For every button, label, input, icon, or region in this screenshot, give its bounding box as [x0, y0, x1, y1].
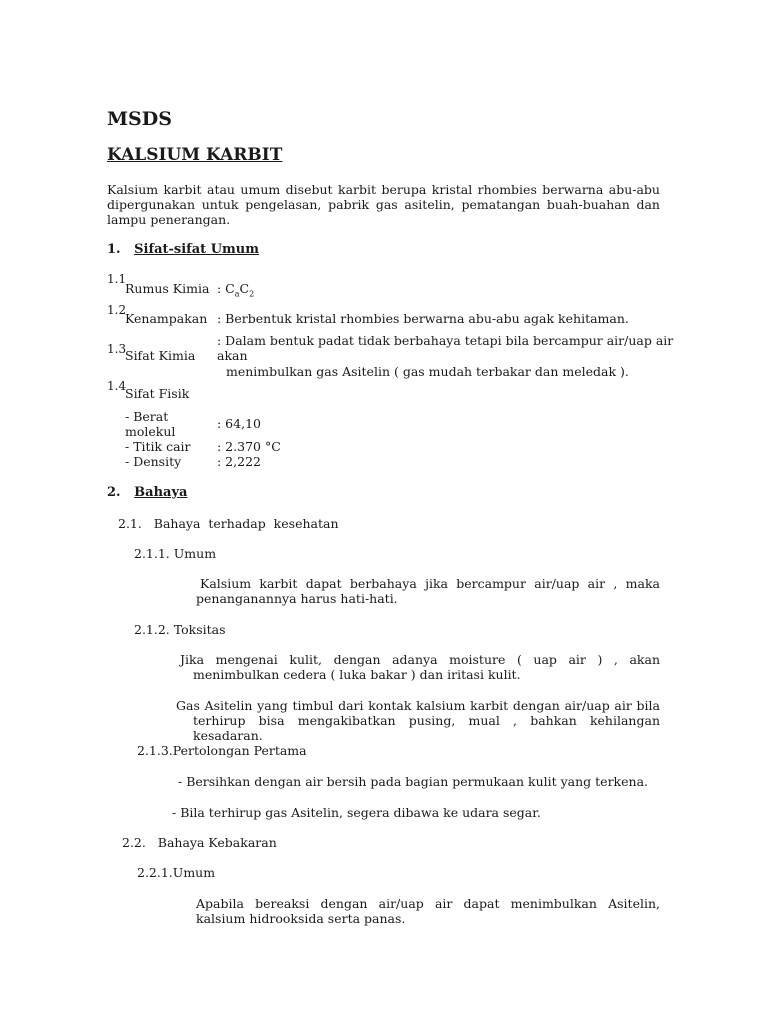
- item-1-2-number: 1.2: [107, 303, 127, 317]
- fisik-density-value: : 2,222: [217, 454, 261, 469]
- toksitas-paragraph-2: Gas Asitelin yang timbul dari kontak kalsium karbit dengan air/uap air bila terhirup bisa mengakibatkan pusing, mual , bahkan kehilangan kesadaran.: [176, 698, 660, 743]
- subsection-2-2-1-text: Apabila bereaksi dengan air/uap air dapat menimbulkan Asitelin, kalsium hidrooksida serta panas.: [196, 896, 660, 926]
- item-1-3-label: Sifat Kimia: [125, 348, 196, 363]
- subsection-2-1-3: 2.1.3.Pertolongan Pertama: [137, 743, 307, 758]
- fisik-berat-label-line1: - Berat: [125, 409, 169, 424]
- toksitas-paragraph-1: Jika mengenai kulit, dengan adanya moisture ( uap air ) , akan menimbulkan cedera ( luka bakar ) dan iritasi kulit.: [180, 652, 660, 682]
- fisik-berat-value: : 64,10: [217, 416, 261, 431]
- item-1-4-number: 1.4: [107, 379, 127, 393]
- section-1-number: 1.: [107, 242, 121, 257]
- first-aid-bullet-1: - Bersihkan dengan air bersih pada bagian permukaan kulit yang terkena.: [178, 774, 649, 789]
- section-2-heading: [107, 485, 187, 500]
- item-1-2-value: : Berbentuk kristal rhombies berwarna abu-abu agak kehitaman.: [217, 311, 629, 326]
- subsection-2-2-1: 2.2.1.Umum: [137, 865, 216, 880]
- doc-title: MSDS: [107, 108, 172, 130]
- item-1-3-value-line3: menimbulkan gas Asitelin ( gas mudah terbakar dan meledak ).: [226, 364, 629, 379]
- subsection-2-1-1: 2.1.1. Umum: [134, 546, 217, 561]
- fisik-titik-cair-label: - Titik cair: [125, 439, 191, 454]
- item-1-4-label: Sifat Fisik: [125, 386, 190, 401]
- subsection-2-1-2: 2.1.2. Toksitas: [134, 622, 226, 637]
- fisik-titik-cair-value: : 2.370 °C: [217, 439, 281, 454]
- item-1-3-value-line2: akan: [217, 348, 248, 363]
- item-1-1-label: Rumus Kimia: [125, 281, 210, 296]
- section-2-title: Bahaya: [134, 485, 188, 500]
- first-aid-bullet-2: - Bila terhirup gas Asitelin, segera dibawa ke udara segar.: [172, 805, 541, 820]
- intro-paragraph: Kalsium karbit atau umum disebut karbit berupa kristal rhombies berwarna abu-abu dipergunakan untuk pengelasan, pabrik gas asitelin, pematangan buah-buahan dan lampu penerangan.: [107, 182, 660, 227]
- section-1-heading: [107, 242, 259, 257]
- fisik-density-label: - Density: [125, 454, 182, 469]
- item-1-3-number: 1.3: [107, 342, 127, 356]
- item-1-1-value: : $C_aC_2$: [217, 281, 255, 299]
- fisik-berat-label-line2: molekul: [125, 424, 176, 439]
- item-1-1-number: 1.1: [107, 272, 127, 286]
- item-1-3-value-line1: : Dalam bentuk padat tidak berbahaya tetapi bila bercampur air/uap air: [217, 333, 674, 348]
- doc-subtitle: KALSIUM KARBIT: [107, 145, 283, 165]
- item-1-2-label: Kenampakan: [125, 311, 208, 326]
- subsection-2-1: 2.1. Bahaya terhadap kesehatan: [118, 516, 339, 531]
- section-2-number: 2.: [107, 485, 121, 500]
- section-1-title: Sifat-sifat Umum: [134, 242, 260, 257]
- subsection-2-1-1-text: Kalsium karbit dapat berbahaya jika bercampur air/uap air , maka penanganannya harus hati-hati.: [196, 576, 660, 606]
- subsection-2-2: 2.2. Bahaya Kebakaran: [122, 835, 277, 850]
